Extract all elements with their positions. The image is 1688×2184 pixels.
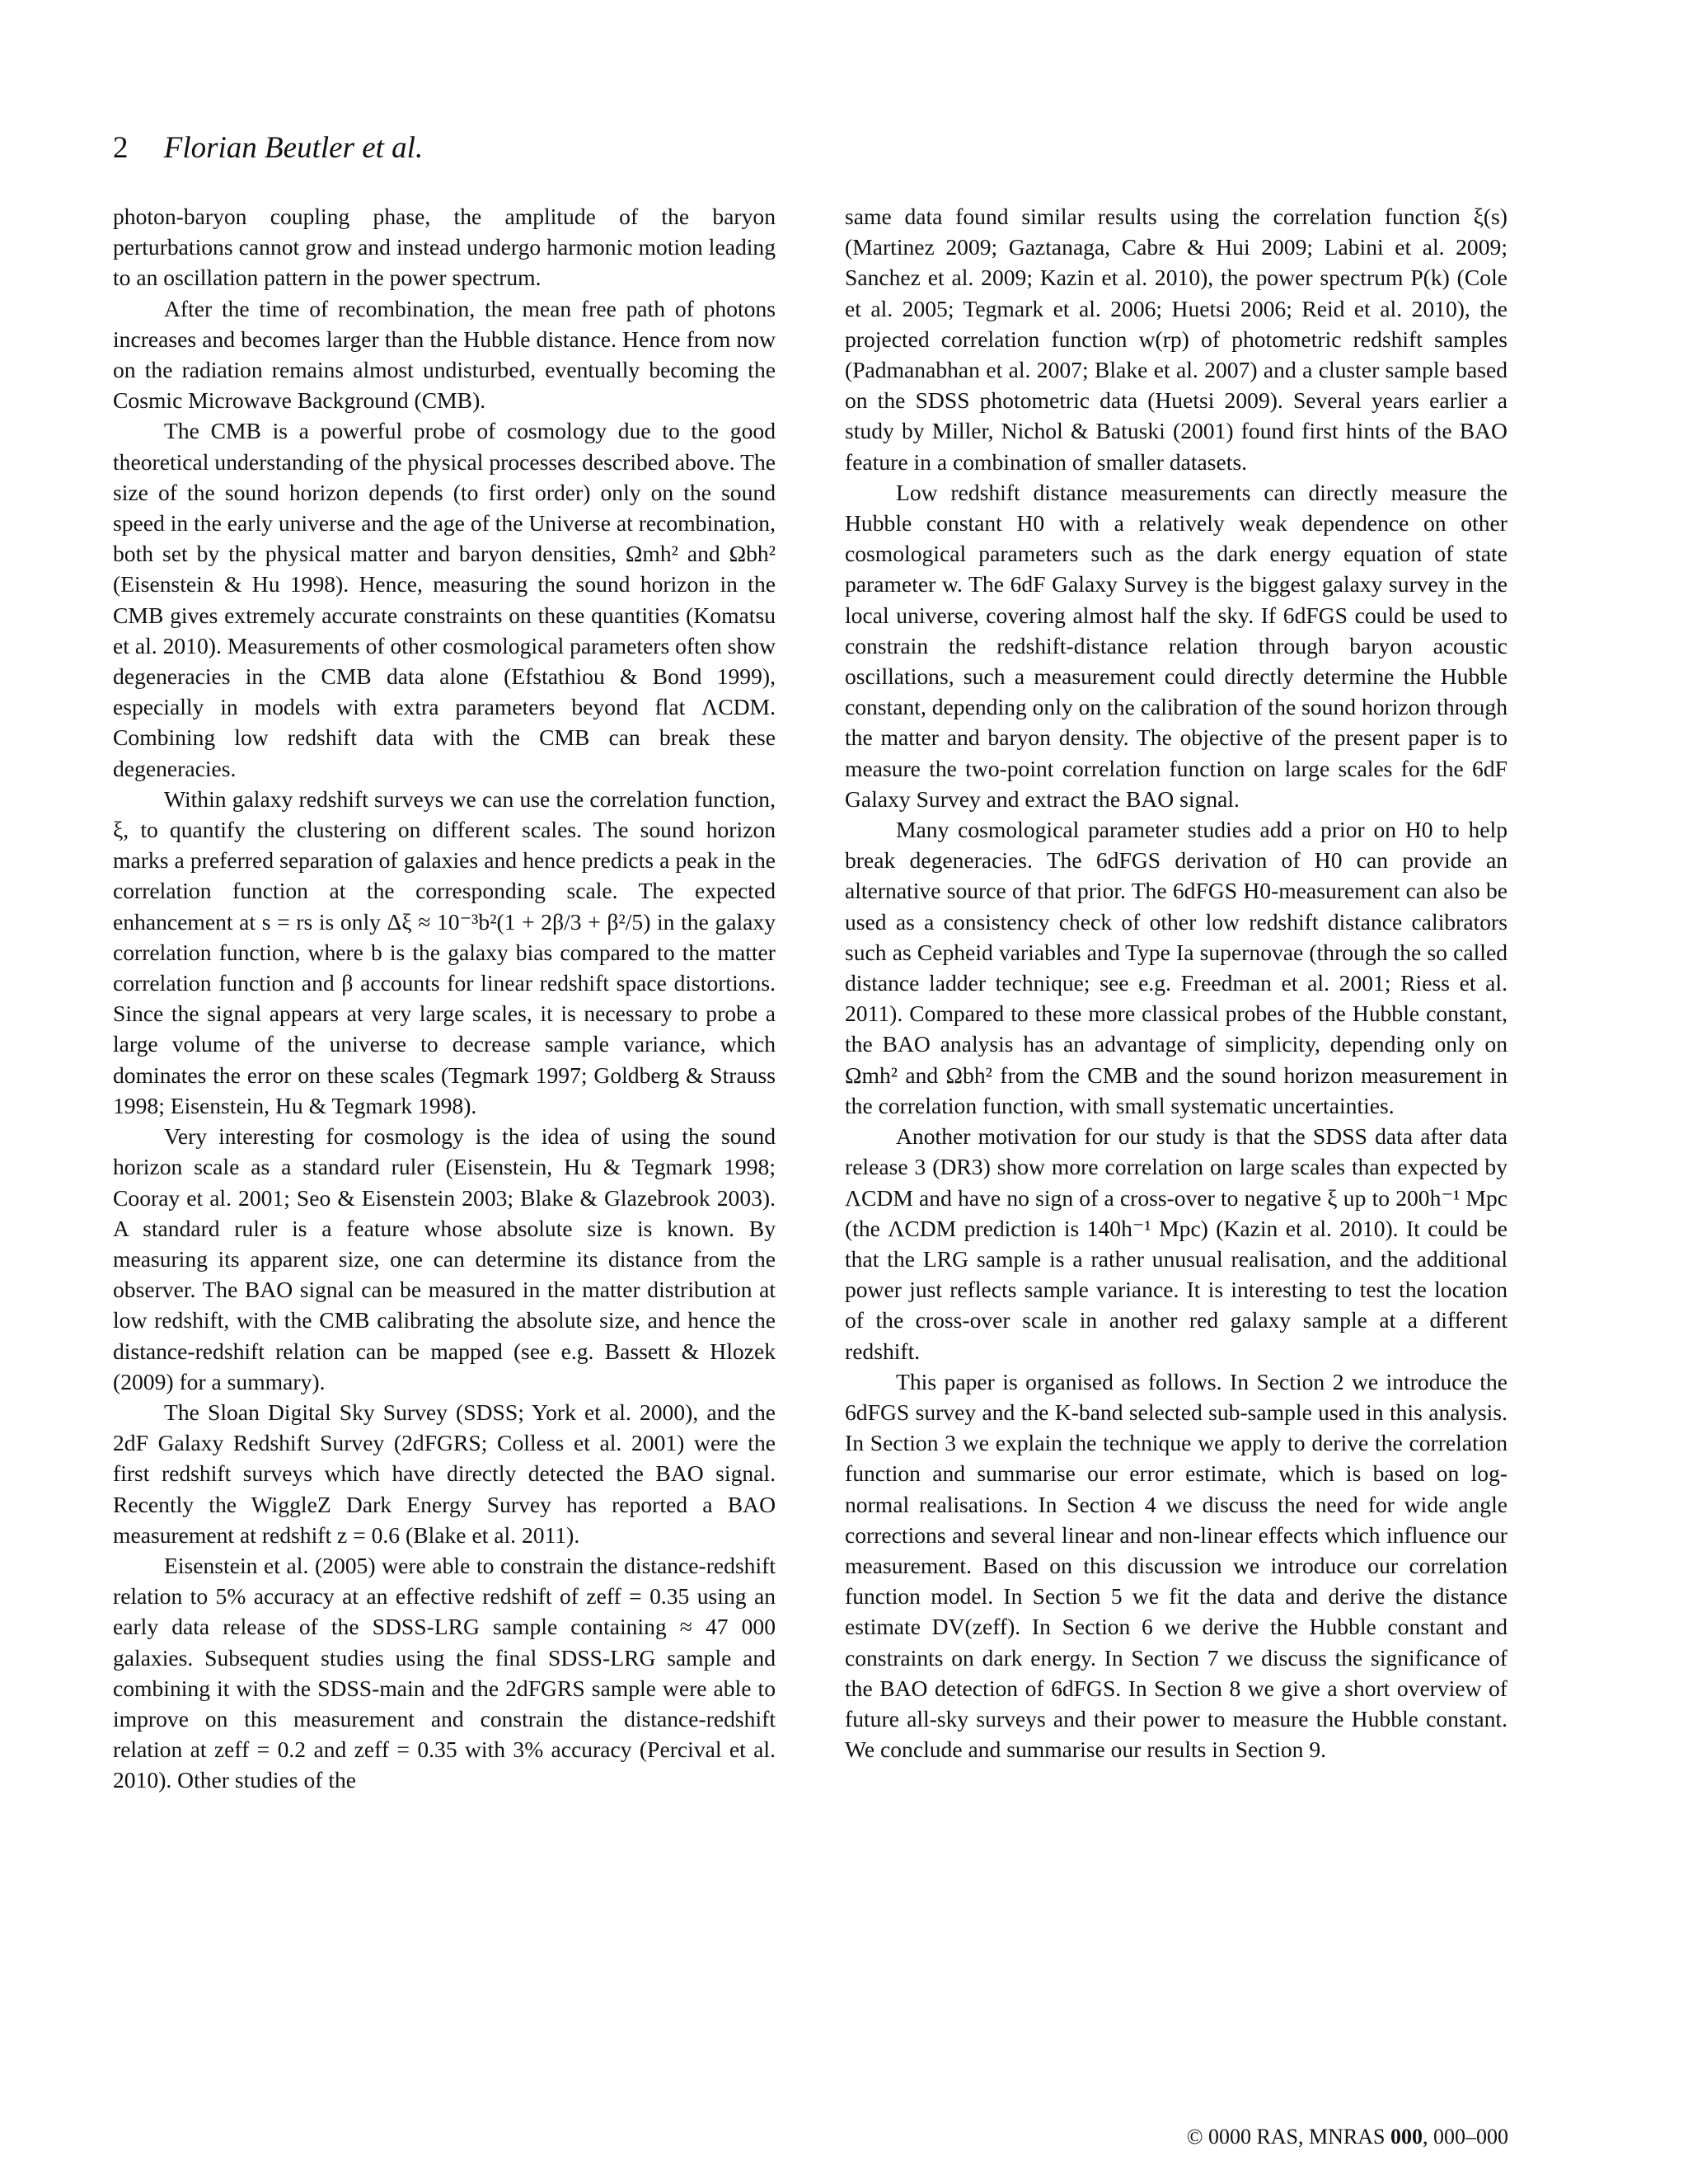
paragraph: Within galaxy redshift surveys we can use the correlation function, ξ, to quantify the clustering on different scales. The sound horizon marks a preferred separation of galaxies and hence predicts a peak in the correlation function at the corresponding scale. The expected enhancement at s = rs is only Δξ ≈ 10⁻³b²(1 + 2β/3 + β²/5) in the galaxy correlation function, where b is the galaxy bias compared to the matter correlation function and β accounts for linear redshift space distortions. Since the signal appears at very large scales, it is necessary to probe a large volume of the universe to decrease sample variance, which dominates the error on these scales (Tegmark 1997; Goldberg & Strauss 1998; Eisenstein, Hu & Tegmark 1998). [113, 785, 776, 1118]
paragraph: After the time of recombination, the mean free path of photons increases and becomes larger than the Hubble distance. Hence from now on the radiation remains almost undisturbed, eventually becoming the Cosmic Microwave Background (CMB). [113, 295, 776, 414]
paragraph: This paper is organised as follows. In Section 2 we introduce the 6dFGS survey and the K-band selected sub-sample used in this analysis. In Section 3 we explain the technique we apply to derive the correlation function and summarise our error estimate, which is based on log-normal realisations. In Section 4 we discuss the need for wide angle corrections and several linear and non-linear effects which influence our measurement. Based on this discussion we introduce our correlation function model. In Section 5 we fit the data and derive the distance estimate DV(zeff). In Section 6 we derive the Hubble constant and constraints on dark energy. In Section 7 we discuss the significance of the BAO detection of 6dFGS. In Section 8 we give a short overview of future all-sky surveys and their power to measure the Hubble constant. We conclude and summarise our results in Section 9. [845, 1368, 1507, 1763]
right-column [845, 201, 1507, 1765]
paragraph: The CMB is a powerful probe of cosmology due to the good theoretical understanding of the physical processes described above. The size of the sound horizon depends (to first order) only on the sound speed in the early universe and the age of the Universe at recombination, both set by the physical matter and baryon densities, Ωmh² and Ωbh² (Eisenstein & Hu 1998). Hence, measuring the sound horizon in the CMB gives extremely accurate constraints on these quantities (Komatsu et al. 2010). Measurements of other cosmological parameters often show degeneracies in the CMB data alone (Efstathiou & Bond 1999), especially in models with extra parameters beyond flat ΛCDM. Combining low redshift data with the CMB can break these degeneracies. [113, 418, 776, 781]
paragraph: Many cosmological parameter studies add a prior on H0 to help break degeneracies. The 6dFGS derivation of H0 can provide an alternative source of that prior. The 6dFGS H0-measurement can also be used as a consistency check of other low redshift distance calibrators such as Cepheid variables and Type Ia supernovae (through the so called distance ladder technique; see e.g. Freedman et al. 2001; Riess et al. 2011). Compared to these more classical probes of the Hubble constant, the BAO analysis has an advantage of simplicity, depending only on Ωmh² and Ωbh² from the CMB and the sound horizon measurement in the correlation function, with small systematic uncertainties. [845, 817, 1507, 1118]
running-header [113, 130, 423, 166]
paragraph: The Sloan Digital Sky Survey (SDSS; York et al. 2000), and the 2dF Galaxy Redshift Survey (2dFGRS; Colless et al. 2001) were the first redshift surveys which have directly detected the BAO signal. Recently the WiggleZ Dark Energy Survey has reported a BAO measurement at redshift z = 0.6 (Blake et al. 2011). [113, 1399, 776, 1548]
journal-pages: , 000–000 [1423, 2125, 1508, 2149]
paragraph: Low redshift distance measurements can directly measure the Hubble constant H0 with a relatively weak dependence on other cosmological parameters such as the dark energy equation of state parameter w. The 6dF Galaxy Survey is the biggest galaxy survey in the local universe, covering almost half the sky. If 6dFGS could be used to constrain the redshift-distance relation through baryon acoustic oscillations, such a measurement could directly determine the Hubble constant, depending only on the calibration of the sound horizon through the matter and baryon density. The objective of the present paper is to measure the two-point correlation function on large scales for the 6dF Galaxy Survey and extract the BAO signal. [845, 479, 1507, 812]
paragraph: same data found similar results using the correlation function ξ(s) (Martinez 2009; Gaztanaga, Cabre & Hui 2009; Labini et al. 2009; Sanchez et al. 2009; Kazin et al. 2010), the power spectrum P(k) (Cole et al. 2005; Tegmark et al. 2006; Huetsi 2006; Reid et al. 2010), the projected correlation function w(rp) of photometric redshift samples (Padmanabhan et al. 2007; Blake et al. 2007) and a cluster sample based on the SDSS photometric data (Huetsi 2009). Several years earlier a study by Miller, Nichol & Batuski (2001) found first hints of the BAO feature in a combination of smaller datasets. [845, 204, 1507, 475]
paragraph: Eisenstein et al. (2005) were able to constrain the distance-redshift relation to 5% accuracy at an effective redshift of zeff = 0.35 using an early data release of the SDSS-LRG sample containing ≈ 47 000 galaxies. Subsequent studies using the final SDSS-LRG sample and combining it with the SDSS-main and the 2dFGRS sample were able to improve on this measurement and constrain the distance-redshift relation at zeff = 0.2 and zeff = 0.35 with 3% accuracy (Percival et al. 2010). Other studies of the [113, 1552, 776, 1793]
left-column [113, 201, 776, 1796]
copyright-text: © 0000 RAS, MNRAS [1186, 2125, 1390, 2149]
paragraph: photon-baryon coupling phase, the amplitude of the baryon perturbations cannot grow and instead undergo harmonic motion leading to an oscillation pattern in the power spectrum. [113, 204, 776, 291]
paragraph: Very interesting for cosmology is the idea of using the sound horizon scale as a standard ruler (Eisenstein, Hu & Tegmark 1998; Cooray et al. 2001; Seo & Eisenstein 2003; Blake & Glazebrook 2003). A standard ruler is a feature whose absolute size is known. By measuring its apparent size, one can determine its distance from the observer. The BAO signal can be measured in the matter distribution at low redshift, with the CMB calibrating the absolute size, and hence the distance-redshift relation can be mapped (see e.g. Bassett & Hlozek (2009) for a summary). [113, 1123, 776, 1394]
page-number: 2 [113, 131, 129, 165]
running-authors: Florian Beutler et al. [163, 131, 424, 165]
paragraph: Another motivation for our study is that the SDSS data after data release 3 (DR3) show more correlation on large scales than expected by ΛCDM and have no sign of a cross-over to negative ξ up to 200h⁻¹ Mpc (the ΛCDM prediction is 140h⁻¹ Mpc) (Kazin et al. 2010). It could be that the LRG sample is a rather unusual realisation, and the additional power just reflects sample variance. It is interesting to test the location of the cross-over scale in another red galaxy sample at a different redshift. [845, 1123, 1507, 1364]
journal-volume: 000 [1390, 2125, 1423, 2149]
copyright-footer [1187, 2125, 1508, 2149]
